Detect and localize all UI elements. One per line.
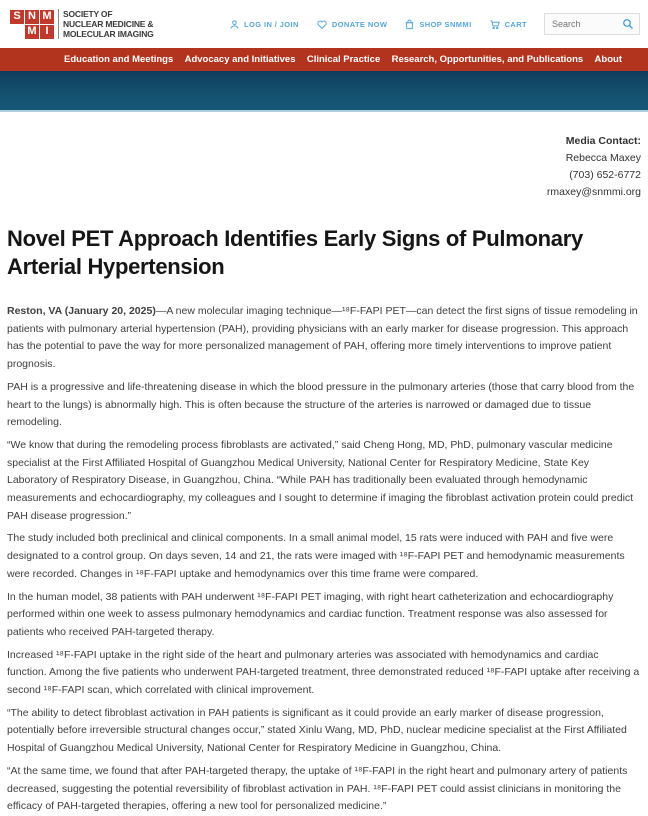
article-paragraph: PAH is a progressive and life-threatening disease in which the blood pressure in the pulmonary arteries (those that carry blood from the heart to the lungs) is abnormally high. This is often because the structure of the arteries is narrowed or damaged due to tissue remodeling. [7,380,635,429]
snmmi-logo[interactable] [10,9,154,39]
article-dateline: Reston, VA (January 20, 2025) [7,305,156,317]
media-contact-block [7,133,641,201]
hero-banner [0,71,648,112]
media-contact-phone: (703) 652-6772 [569,169,641,181]
person-icon [229,19,240,30]
login-join-link[interactable] [229,19,299,30]
logo-letter: M [25,25,39,39]
heart-icon [316,19,328,30]
search-button[interactable] [622,18,634,30]
article-paragraph: “At the same time, we found that after PAH-targeted therapy, the uptake of ¹⁸F-FAPI in the right heart and pulmonary artery of patients decreased, suggesting the potential reversibility of fibroblast activation in PAH. ¹⁸F-FAPI PET could assist clinicians in monitoring the efficacy of PAH-targeted therapies, offering a new tool for personalized medicine.” [7,764,628,813]
login-join-label: LOG IN / JOIN [244,19,299,29]
media-contact-email[interactable]: rmaxey@snmmi.org [546,186,641,198]
logo-letter: S [10,10,24,24]
utility-nav [229,13,640,35]
site-header [0,0,648,48]
shop-link[interactable] [404,19,471,30]
content [0,133,648,816]
org-name-line: MOLECULAR IMAGING [63,29,154,40]
cart-link[interactable] [489,19,527,30]
media-contact-label: Media Contact: [565,135,641,147]
article-lead-text: —A new molecular imaging technique—¹⁸F-FAPI PET—can detect the first signs of tissue remodeling in patients with pulmonary arterial hypertension (PAH), providing physicians with an early marker for disease progression. This approach has the potential to pave the way for more personalized management of PAH, offering more timely interventions to improve patient prognosis. [7,305,638,371]
main-nav [0,48,648,71]
donate-label: DONATE NOW [331,19,388,29]
search-icon [622,18,634,30]
org-name-line: SOCIETY OF [63,8,113,19]
nav-item-clinical-practice[interactable]: Clinical Practice [306,54,381,65]
article-paragraph: The study included both preclinical and clinical components. In a small animal model, 15 rats were induced with PAH and five were designated to a control group. On days seven, 14 and 21, the rats were imaged with ¹⁸F-FAPI PET and hemodynamic measurements were recorded. Changes in ¹⁸F-FAPI uptake and hemodynamics over this time frame were compared. [7,532,625,580]
cart-icon [489,19,501,30]
org-name-line: NUCLEAR MEDICINE & [63,19,154,29]
org-name [58,9,154,39]
article-title: Novel PET Approach Identifies Early Signs of Pulmonary Arterial Hypertension [7,226,583,279]
article-paragraph: In the human model, 38 patients with PAH underwent ¹⁸F-FAPI PET imaging, with right heart catheterization and echocardiography performed within one week to assess pulmonary hemodynamics and cardiac function. Treatment response was also assessed for patients who received PAH-targeted therapy. [7,590,614,638]
cart-label: CART [504,19,527,29]
article-body [7,303,641,816]
search-box [544,13,640,35]
nav-item-education-and-meetings[interactable]: Education and Meetings [64,54,174,65]
shop-label: SHOP SNMMI [419,19,472,29]
logo-letter: M [40,10,54,24]
nav-item-research-opportunities-publications[interactable]: Research, Opportunities, and Publications [391,54,584,65]
logo-letter: I [40,25,54,39]
logo-letter: N [25,10,39,24]
article-paragraph: “The ability to detect fibroblast activation in PAH patients is significant as it could provide an early marker of disease progression, potentially before irreversible structural changes occur,” stated Xinlu Wang, MD, PhD, nuclear medicine specialist at the First Affiliated Hospital of Guangzhou Medical University, National Center for Respiratory Medicine in Guangzhou, China. [7,706,627,755]
media-contact-name: Rebecca Maxey [565,152,641,164]
shopping-bag-icon [404,19,415,30]
snmmi-logo-mark [10,10,54,39]
article-paragraph: Increased ¹⁸F-FAPI uptake in the right side of the heart and pulmonary arteries was associated with hemodynamics and cardiac function. Among the five patients who underwent PAH-targeted treatment, three demonstrated reduced ¹⁸F-FAPI uptake after receiving a second ¹⁸F-FAPI scan, which correlated with clinical improvement. [7,648,640,697]
article-paragraph: “We know that during the remodeling process fibroblasts are activated,” said Cheng Hong, MD, PhD, pulmonary vascular medicine specialist at the First Affiliated Hospital of Guangzhou Medical University, National Center for Respiratory Medicine, State Key Laboratory of Respiratory Disease, in Guangzhou, China. “While PAH has traditionally been evaluated through hemodynamic measurements and echocardiography, my colleagues and I sought to determine if imaging the fibroblast activation protein could predict PAH disease progression.” [7,438,634,522]
search-input[interactable] [552,19,622,29]
donate-link[interactable] [316,19,388,30]
article-paragraph-lead [7,303,641,374]
nav-item-about[interactable]: About [594,54,622,65]
nav-item-advocacy-and-initiatives[interactable]: Advocacy and Initiatives [184,54,296,65]
